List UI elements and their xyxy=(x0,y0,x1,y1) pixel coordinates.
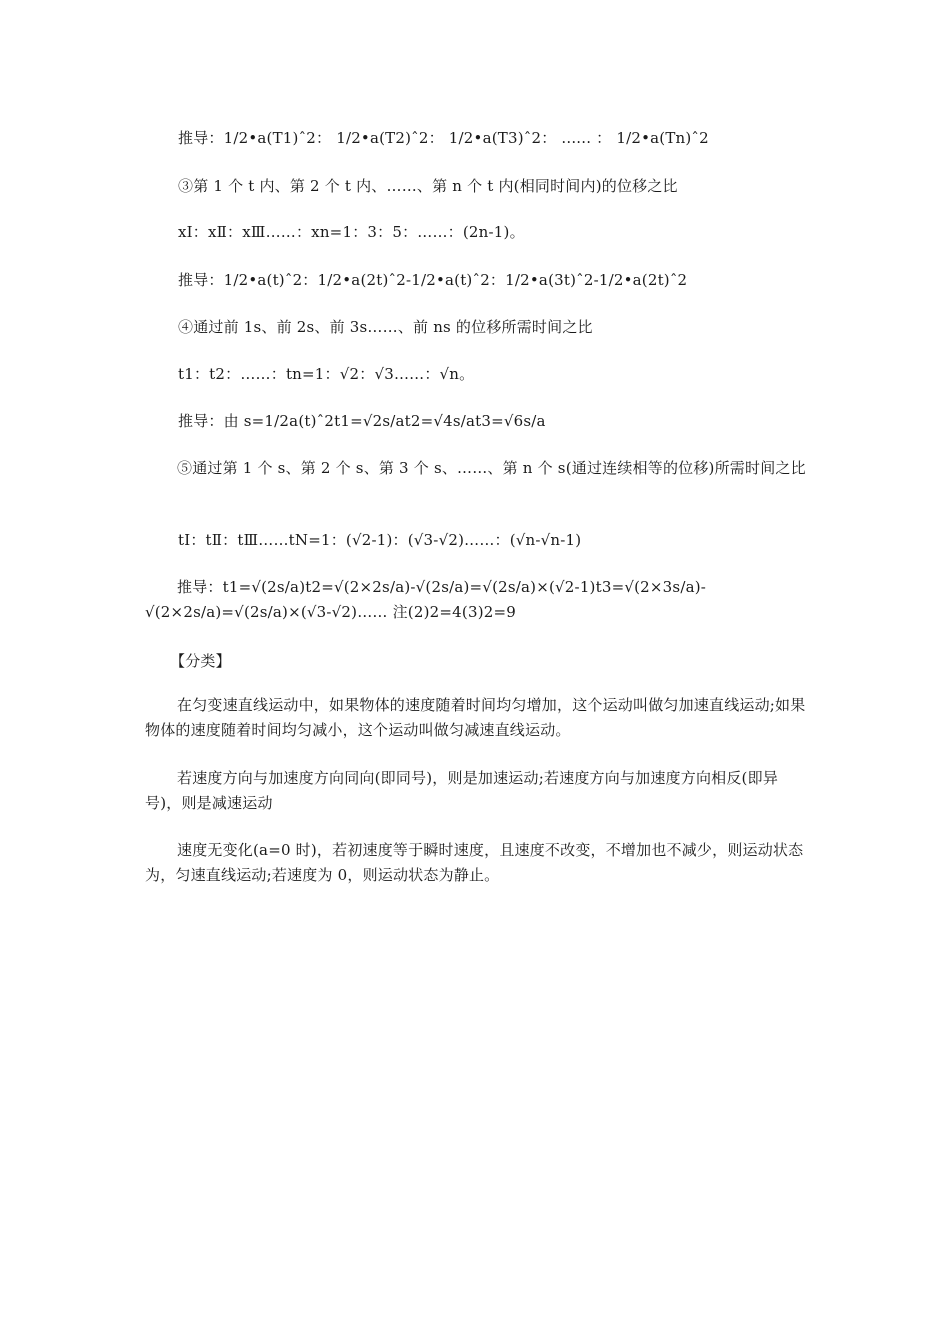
derivation-line-4: 推导：由 s=1/2a(t)ˆ2t1=√2s/at2=√4s/at3=√6s/a xyxy=(178,412,546,430)
section-heading: 【分类】 xyxy=(170,652,231,670)
item-3-ratio: xⅠ：xⅡ：xⅢ……：xn=1：3：5：……：(2n-1)。 xyxy=(178,223,525,241)
item-3-title: ③第 1 个 t 内、第 2 个 t 内、……、第 n 个 t 内(相同时间内)的位移之比 xyxy=(178,177,678,195)
derivation-line-5: 推导：t1=√(2s/a)t2=√(2×2s/a)-√(2s/a)=√(2s/a)×(√2-1)t3=√(2×3s/a)-√(2×2s/a)=√(2s/a)×(√3-√2)…… 注(2)2=4(3)2=9 xyxy=(145,578,707,621)
paragraph-1: 在匀变速直线运动中，如果物体的速度随着时间均匀增加，这个运动叫做匀加速直线运动;如果物体的速度随着时间均匀减小，这个运动叫做匀减速直线运动。 xyxy=(145,696,806,739)
paragraph-3: 速度无变化(a=0 时)，若初速度等于瞬时速度，且速度不改变，不增加也不减少，则运动状态为，匀速直线运动;若速度为 0，则运动状态为静止。 xyxy=(145,841,804,884)
derivation-line-1: 推导：1/2•a(T1)ˆ2： 1/2•a(T2)ˆ2： 1/2•a(T3)ˆ2： ...... ： 1/2•a(Tn)ˆ2 xyxy=(178,129,709,147)
item-4-title: ④通过前 1s、前 2s、前 3s……、前 ns 的位移所需时间之比 xyxy=(178,318,593,336)
item-5-ratio: tⅠ：tⅡ：tⅢ……tN=1：(√2-1)：(√3-√2)……：(√n-√n-1) xyxy=(178,531,582,549)
derivation-line-3: 推导：1/2•a(t)ˆ2：1/2•a(2t)ˆ2-1/2•a(t)ˆ2：1/2•a(3t)ˆ2-1/2•a(2t)ˆ2 xyxy=(178,271,688,289)
item-5-title: ⑤通过第 1 个 s、第 2 个 s、第 3 个 s、……、第 n 个 s(通过连续相等的位移)所需时间之比 xyxy=(177,459,806,477)
item-4-ratio: t1：t2：……：tn=1：√2：√3……：√n。 xyxy=(178,365,475,383)
paragraph-2: 若速度方向与加速度方向同向(即同号)，则是加速运动;若速度方向与加速度方向相反(即异号)，则是减速运动 xyxy=(145,769,779,812)
